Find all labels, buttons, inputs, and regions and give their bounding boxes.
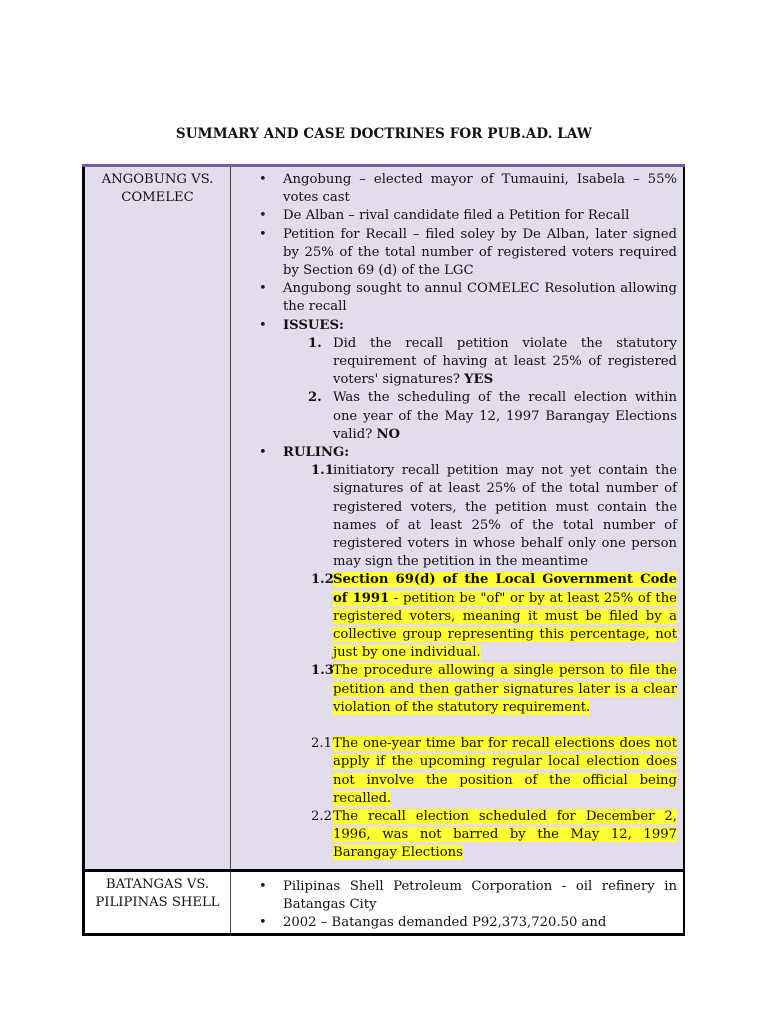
fact-item: • De Alban – rival candidate filed a Petition for Recall (231, 207, 677, 225)
fact-item: • Angobung – elected mayor of Tumauini, Isabela – 55% votes cast (231, 171, 677, 207)
case-row-batangas (84, 871, 685, 935)
fact-list (231, 167, 683, 863)
ruling-section (231, 444, 677, 862)
ruling-text: - petition be "of" or by at least 25% of the registered voters, meaning it must be filed by a collective group representing this percentage, not just by one individual. (333, 590, 677, 661)
ruling-number: 1.3 (311, 663, 334, 679)
page-title: SUMMARY AND CASE DOCTRINES FOR PUB.AD. LAW (175, 126, 593, 142)
ruling-item (283, 735, 677, 808)
ruling-text: The recall election scheduled for December 2, 1996, was not barred by the May 12, 1997 Barangay Elections (333, 808, 677, 861)
case-name-line1: BATANGAS VS. (105, 877, 210, 892)
case-name-cell (84, 871, 231, 935)
issue-number: 1. (308, 335, 322, 351)
ruling-text: initiatory recall petition may not yet contain the signatures of at least 25% of the total number of registered voters, the petition must contain the names of at least 25% of the total number of registered voters in whose behalf only one person may sign the petition in the meantime (333, 463, 677, 570)
case-name-cell (84, 166, 231, 871)
case-table (82, 164, 685, 936)
spacer (283, 717, 677, 735)
ruling-item (283, 662, 677, 717)
ruling-number: 1.1 (311, 463, 334, 479)
case-summary-cell (231, 166, 685, 871)
ruling-item (283, 462, 677, 571)
issue-number: 2. (308, 390, 322, 406)
ruling-text: The one-year time bar for recall elections does not apply if the upcoming regular local election does not involve the position of the official being recalled. (333, 736, 677, 806)
ruling-number: 2.1 (311, 736, 332, 752)
case-summary-cell (231, 871, 685, 935)
case-name-line2: PILIPINAS SHELL (95, 895, 220, 911)
ruling-heading: RULING: (283, 445, 350, 461)
issues-list (283, 335, 677, 444)
issue-answer: NO (376, 426, 401, 442)
fact-item: • Angubong sought to annul COMELEC Resolution allowing the recall (231, 280, 677, 316)
case-row-angobung (84, 166, 685, 871)
ruling-number: 2.2 (311, 808, 332, 824)
issue-text: Did the recall petition violate the statutory requirement of having at least 25% of registered voters' signatures? (333, 335, 677, 388)
fact-item: • Petition for Recall – filed soley by De Alban, later signed by 25% of the total number of registered voters required by Section 69 (d) of the LGC (231, 226, 677, 281)
case-name-line1: ANGOBUNG VS. (101, 172, 214, 187)
issues-section (231, 317, 677, 444)
ruling-number: 1.2 (311, 572, 334, 588)
ruling-item (283, 571, 677, 662)
case-name-line2: COMELEC (121, 190, 194, 206)
issue-answer: YES (464, 372, 494, 388)
ruling-list (283, 462, 677, 862)
fact-list (231, 872, 683, 933)
ruling-text: The procedure allowing a single person to file the petition and then gather signatures later is a clear violation of the statutory requirement. (333, 663, 677, 715)
issue-item (283, 335, 677, 390)
issue-item (283, 389, 677, 444)
issue-text: Was the scheduling of the recall election within one year of the May 12, 1997 Barangay Elections valid? (333, 390, 677, 442)
issues-heading: ISSUES: (283, 317, 344, 333)
fact-item: • 2002 – Batangas demanded P92,373,720.50 and (231, 914, 677, 932)
ruling-item (283, 808, 677, 863)
ruling-bold-text: Section 69(d) of the Local Government Code of 1991 (333, 572, 677, 606)
fact-item: • Pilipinas Shell Petroleum Corporation - oil refinery in Batangas City (231, 878, 677, 914)
